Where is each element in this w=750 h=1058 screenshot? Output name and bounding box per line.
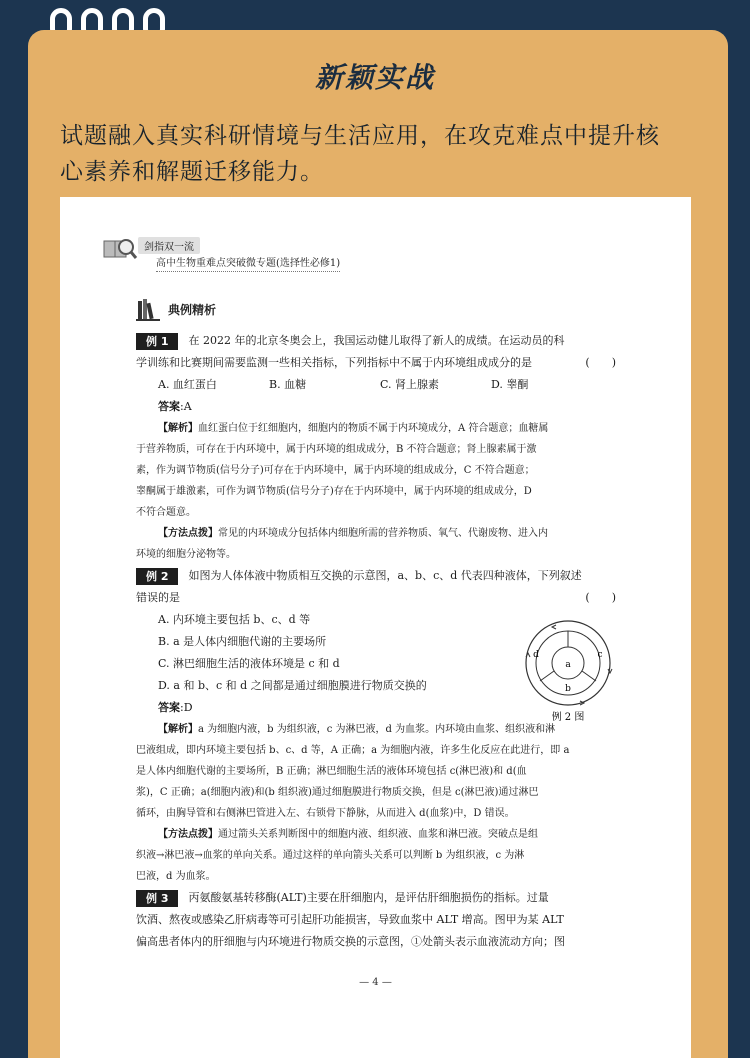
line-text: 血红蛋白位于红细胞内，细胞内的物质不属于内环境成分，A 符合题意；血糖属 — [198, 423, 549, 434]
page-title: 新颖实战 — [314, 61, 435, 94]
line-text: C. 淋巴细胞生活的液体环境是 c 和 d — [158, 657, 340, 670]
label-bold: 【解析】 — [158, 724, 198, 735]
figure-label-c: c — [597, 650, 603, 660]
text-line — [136, 887, 616, 909]
answer-blank: ( ) — [585, 591, 616, 604]
label-bold: 【方法点拨】 — [158, 829, 218, 840]
line-text: D. a 和 b、c 和 d 之间都是通过细胞膜进行物质交换的 — [158, 679, 427, 692]
line-text: 浆)，C 正确；a(细胞内液)和(b 组织液)通过细胞膜进行物质交换，但是 c(淋巴液)通过淋巴 — [136, 787, 539, 798]
document-page — [60, 197, 691, 1058]
label-bold: 答案 — [158, 400, 180, 413]
text-line — [136, 418, 616, 439]
line-text: A. 内环境主要包括 b、c、d 等 — [158, 613, 311, 626]
text-line — [136, 330, 616, 352]
figure-label-a: a — [565, 660, 571, 670]
book-magnifier-icon — [102, 233, 138, 265]
text-line — [136, 761, 616, 782]
lead-line: 试题融入真实科研情境与生活应用，在攻克难点中提升核 — [60, 123, 660, 149]
line-text: 于营养物质，可存在于内环境中，属于内环境的组成成分，B 不符合题意；肾上腺素属于激 — [136, 444, 537, 455]
figure-caption: 例 2 图 — [551, 712, 585, 723]
text-line — [136, 502, 616, 523]
line-text: a 为细胞内液，b 为组织液，c 为淋巴液，d 为血浆。内环境由血浆、组织液和淋 — [198, 724, 556, 735]
line-text: B. a 是人体内细胞代谢的主要场所 — [158, 635, 327, 648]
books-icon — [136, 297, 160, 321]
text-line — [136, 460, 616, 481]
label-bold: 【解析】 — [158, 423, 198, 434]
text-line — [136, 544, 616, 565]
line-text: 不符合题意。 — [136, 507, 196, 518]
line-text: 是人体内细胞代谢的主要场所，B 正确；淋巴细胞生活的液体环境包括 c(淋巴液)和 d(血 — [136, 766, 527, 777]
line-text: :D — [180, 701, 193, 714]
running-header — [102, 233, 392, 273]
lead-line: 心素养和解题迁移能力。 — [60, 159, 324, 185]
line-text: 素，作为调节物质(信号分子)可存在于内环境中，属于内环境的组成成分，C 不符合题意； — [136, 465, 535, 476]
lead-text — [60, 118, 710, 190]
line-text: 丙氨酸氨基转移酶(ALT)主要在肝细胞内，是评估肝细胞损伤的指标。过量 — [188, 891, 549, 904]
figure-label-d: d — [533, 650, 539, 660]
text-line — [136, 845, 616, 866]
line-text: 循环，由胸导管和右侧淋巴管进入左、右锁骨下静脉，从而进入 d(血浆)中，D 错误。 — [136, 808, 515, 819]
text-line — [136, 374, 616, 396]
choice-option: B. 血糖 — [269, 378, 307, 391]
line-text: 巴液，d 为血浆。 — [136, 871, 216, 882]
line-text: 学训练和比赛期间需要监测一些相关指标，下列指标中不属于内环境组成成分的是 — [136, 356, 532, 369]
answer-blank: ( ) — [585, 356, 616, 369]
text-line — [136, 352, 616, 374]
choice-option: D. 睾酮 — [491, 378, 529, 391]
book-title: 高中生物重难点突破微专题(选择性必修1) — [156, 254, 340, 272]
text-line — [136, 396, 616, 418]
example-tag: 例 1 — [136, 333, 178, 350]
section-heading — [136, 297, 216, 321]
text-line — [136, 931, 616, 953]
page-number: — 4 — — [359, 977, 392, 988]
series-label: 剑指双一流 — [138, 237, 200, 254]
line-text: 环境的细胞分泌物等。 — [136, 549, 236, 560]
line-text: 巴液组成，即内环境主要包括 b、c、d 等，A 正确；a 为细胞内液，许多生化反应在此进行，即 a — [136, 745, 570, 756]
label-bold: 答案 — [158, 701, 180, 714]
text-line — [136, 782, 616, 803]
example-tag: 例 3 — [136, 890, 178, 907]
text-line — [136, 587, 616, 609]
line-text: 如图为人体体液中物质相互交换的示意图，a、b、c、d 代表四种液体，下列叙述 — [188, 569, 582, 582]
text-line — [136, 740, 616, 761]
text-line — [136, 481, 616, 502]
text-line — [136, 866, 616, 887]
text-line — [136, 439, 616, 460]
line-text: 饮酒、熬夜或感染乙肝病毒等可引起肝功能损害，导致血浆中 ALT 增高。图甲为某 ALT — [136, 913, 564, 926]
line-text: :A — [180, 400, 192, 413]
line-text: 织液→淋巴液→血浆的单向关系。通过这样的单向箭头关系可以判断 b 为组织液，c 为淋 — [136, 850, 525, 861]
line-text: 偏高患者体内的肝细胞与内环境进行物质交换的示意图，①处箭头表示血液流动方向；图 — [136, 935, 565, 948]
line-text: 错误的是 — [136, 591, 180, 604]
example-tag: 例 2 — [136, 568, 178, 585]
line-text: 常见的内环境成分包括体内细胞所需的营养物质、氧气、代谢废物、进入内 — [218, 528, 548, 539]
text-line — [136, 909, 616, 931]
line-text: 在 2022 年的北京冬奥会上，我国运动健儿取得了新人的成绩。在运动员的科 — [188, 334, 565, 347]
choice-option: A. 血红蛋白 — [158, 378, 217, 391]
section-title: 典例精析 — [168, 302, 217, 317]
text-line — [136, 523, 616, 544]
text-line — [136, 824, 616, 845]
text-line — [136, 803, 616, 824]
figure-label-b: b — [565, 684, 571, 694]
choice-option: C. 肾上腺素 — [380, 378, 440, 391]
line-text: 睾酮属于雄激素，可作为调节物质(信号分子)存在于内环境中，属于内环境的组成成分，D — [136, 486, 532, 497]
line-text: 通过箭头关系判断图中的细胞内液、组织液、血浆和淋巴液。突破点是组 — [218, 829, 538, 840]
text-line — [136, 565, 616, 587]
label-bold: 【方法点拨】 — [158, 528, 218, 539]
